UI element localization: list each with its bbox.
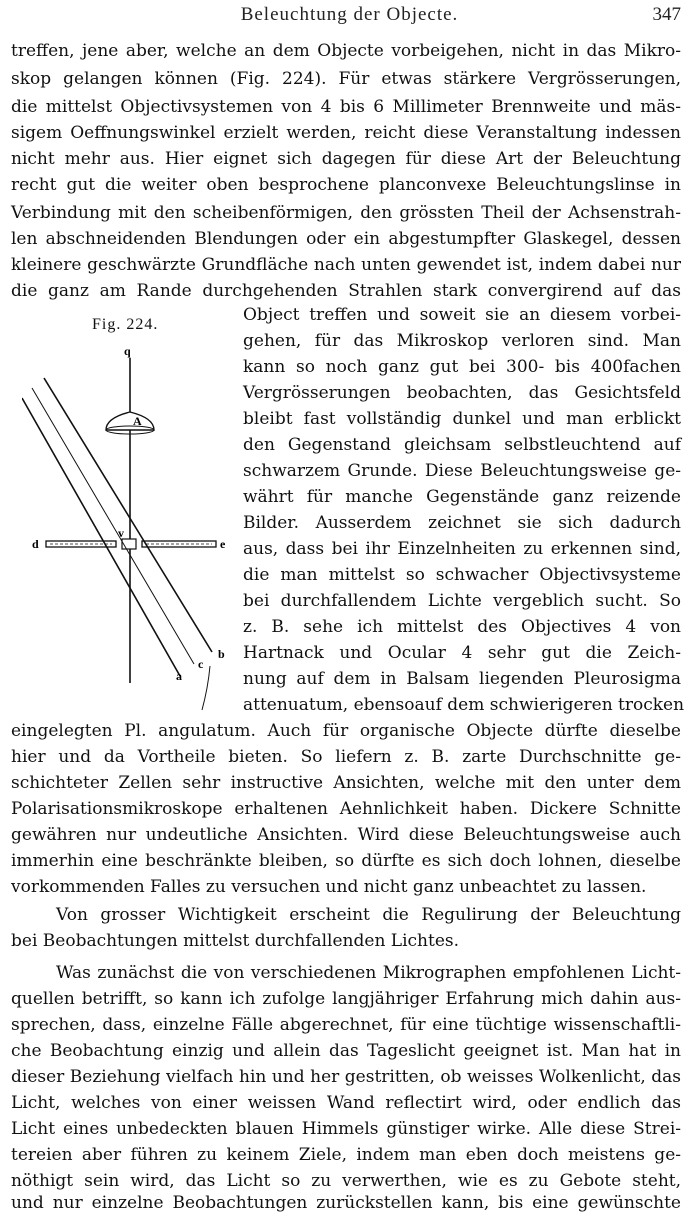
- text-line: bei durchfallendem Lichte vergeblich sucht. So: [243, 591, 681, 611]
- label-A: A: [133, 414, 142, 428]
- text-line: bei Beobachtungen mittelst durchfallenden Lichtes.: [11, 931, 460, 951]
- text-line: sigem Oeffnungswinkel erzielt werden, reicht diese Veranstaltung indessen: [11, 123, 681, 143]
- text-line: len abschneidenden Blendungen oder ein abgestumpfter Glaskegel, dessen: [11, 229, 681, 249]
- text-line: aus, dass bei ihr Einzelnheiten zu erkennen sind,: [243, 539, 681, 559]
- text-line: Object treffen und soweit sie an diesem vorbei-: [243, 305, 681, 325]
- figure-caption: Fig. 224.: [92, 316, 159, 333]
- text-line: den Gegenstand gleichsam selbstleuchtend auf: [243, 435, 681, 455]
- text-line: quellen betrifft, so kann ich zufolge langjähriger Erfahrung mich dahin aus-: [11, 989, 681, 1009]
- figure-224-diagram: [22, 338, 242, 718]
- label-b: b: [218, 647, 225, 661]
- text-line: treffen, jene aber, welche an dem Objecte vorbeigehen, nicht in das Mikro-: [11, 41, 681, 61]
- text-line: die man mittelst so schwacher Objectivsysteme: [243, 565, 681, 585]
- text-line: Licht, welches von einer weissen Wand reflectirt wird, oder endlich das: [11, 1093, 681, 1113]
- text-line: bleibt fast vollständig dunkel und man erblickt: [243, 409, 681, 429]
- text-line: nicht mehr aus. Hier eignet sich dagegen für diese Art der Beleuchtung: [11, 149, 681, 169]
- text-line: gehen, für das Mikroskop verloren sind. Man: [243, 331, 681, 351]
- label-q: q: [124, 344, 131, 358]
- label-v: v: [118, 526, 124, 540]
- text-line: schichteter Zellen sehr instructive Ansichten, welche mit den unter dem: [11, 773, 681, 793]
- text-line: Was zunächst die von verschiedenen Mikrographen empfohlenen Licht-: [56, 963, 681, 983]
- text-line: eingelegten Pl. angulatum. Auch für organische Objecte dürfte dieselbe: [11, 721, 681, 741]
- text-line: tereien aber führen zu keinem Ziele, indem man eben doch meistens ge-: [11, 1145, 681, 1165]
- text-line: che Beobachtung einzig und allein das Tageslicht geeignet ist. Man hat in: [11, 1041, 681, 1061]
- text-line: kann so noch ganz gut bei 300- bis 400fachen: [243, 357, 681, 377]
- text-line: schwarzem Grunde. Diese Beleuchtungsweise ge-: [243, 461, 681, 481]
- text-line: nöthigt sein wird, das Licht so zu verwerthen, wie es zu Gebote steht,: [11, 1171, 681, 1191]
- text-line: Licht eines unbedeckten blauen Himmels günstiger wirke. Alle diese Strei-: [11, 1119, 681, 1139]
- text-line: z. B. sehe ich mittelst des Objectives 4 von: [243, 617, 681, 637]
- pointer-curve: [202, 666, 210, 710]
- label-e: e: [220, 537, 226, 551]
- page-number: 347: [652, 4, 681, 25]
- text-line: die mittelst Objectivsystemen von 4 bis 6 Millimeter Brennweite und mäs-: [11, 97, 681, 117]
- text-line: und nur einzelne Beobachtungen zurückstellen kann, bis eine gewünschte: [11, 1193, 681, 1213]
- text-line: skop gelangen können (Fig. 224). Für etwas stärkere Vergrösserungen,: [11, 69, 681, 89]
- text-line: Verbindung mit den scheibenförmigen, den grössten Theil der Achsenstrah-: [11, 203, 681, 223]
- text-line: gewähren nur undeutliche Ansichten. Wird diese Beleuchtungsweise auch: [11, 825, 681, 845]
- text-line: immerhin eine beschränkte bleiben, so dürfte es sich doch lohnen, dieselbe: [11, 851, 681, 871]
- text-line: Vergrösserungen beobachten, das Gesichtsfeld: [243, 383, 681, 403]
- label-a: a: [176, 669, 182, 683]
- text-line: kleinere geschwärzte Grundfläche nach unten gewendet ist, indem dabei nur: [11, 255, 681, 275]
- label-c: c: [198, 657, 204, 671]
- text-line: nung auf dem in Balsam liegenden Pleurosigma: [243, 669, 681, 689]
- text-line: die ganz am Rande durchgehenden Strahlen stark convergirend auf das: [11, 281, 681, 301]
- text-line: vorkommenden Falles zu versuchen und nicht ganz unbeachtet zu lassen.: [11, 877, 647, 897]
- text-line: Bilder. Ausserdem zeichnet sie sich dadurch: [243, 513, 681, 533]
- text-line: attenuatum, ebensoauf dem schwierigeren trocken: [243, 695, 685, 715]
- text-line: hier und da Vortheile bieten. So liefern z. B. zarte Durchschnitte ge-: [11, 747, 681, 767]
- text-line: Von grosser Wichtigkeit erscheint die Regulirung der Beleuchtung: [56, 905, 681, 925]
- text-line: Hartnack und Ocular 4 sehr gut die Zeich-: [243, 643, 681, 663]
- page-header: [0, 4, 699, 28]
- text-line: recht gut die weiter oben besprochene planconvexe Beleuchtungslinse in: [11, 175, 681, 195]
- text-line: Polarisationsmikroskope erhaltenen Aehnlichkeit haben. Dickere Schnitte: [11, 799, 681, 819]
- text-line: währt für manche Gegenstände ganz reizende: [243, 487, 681, 507]
- label-d: d: [32, 537, 39, 551]
- running-title: Beleuchtung der Objecte.: [240, 4, 459, 25]
- text-line: dieser Beziehung vielfach hin und her gestritten, ob weisses Wolkenlicht, das: [11, 1067, 681, 1087]
- light-ray-a: [22, 398, 180, 676]
- text-line: sprechen, dass, einzelne Fälle abgerechnet, für eine tüchtige wissenschaftli-: [11, 1015, 681, 1035]
